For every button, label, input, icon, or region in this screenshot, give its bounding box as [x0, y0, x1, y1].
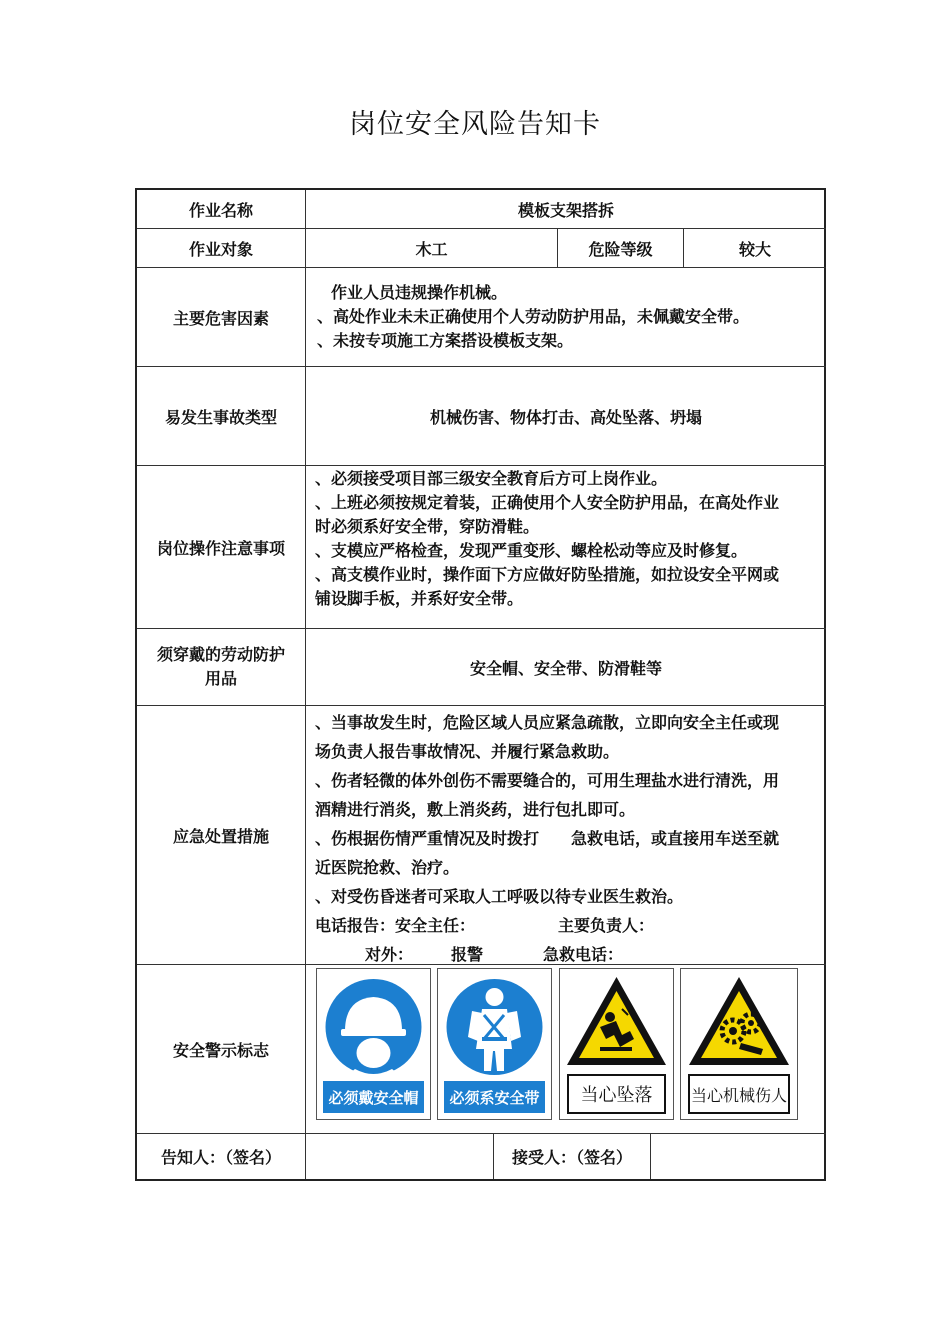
precaution-line: 铺设脚手板，并系好安全带。	[315, 589, 524, 608]
phone-head-label: 主要负责人：	[558, 916, 655, 935]
sign-machine-injury	[680, 968, 798, 1120]
precaution-line: 、高支模作业时，操作面下方应做好防坠措施，如拉设安全平网或	[315, 565, 780, 584]
precaution-line: 、支模应严格检查，发现严重变形、螺栓松动等应及时修复。	[315, 541, 748, 560]
emergency-line: 、对受伤昏迷者可采取人工呼吸以待专业医生救治。	[315, 887, 684, 906]
sign-hard-hat	[316, 968, 431, 1120]
ppe-label-line: 须穿戴的劳动防护	[156, 645, 285, 664]
phone-report-line	[315, 911, 823, 940]
risk-level-value: 较大	[738, 239, 771, 259]
sign-hard-hat-text: 必须戴安全帽	[328, 1089, 419, 1107]
police-label: 报警	[451, 945, 484, 964]
precaution-line: 、必须接受项目部三级安全教育后方可上岗作业。	[315, 469, 668, 488]
page-title: 岗位安全风险告知卡	[349, 109, 601, 140]
accident-types-label: 易发生事故类型	[164, 407, 277, 427]
precautions-text	[315, 467, 823, 611]
phone-report-label: 电话报告：安全主任：	[315, 916, 476, 935]
emergency-line: 近医院抢救、治疗。	[315, 858, 460, 877]
notifier-signature-field[interactable]	[306, 1134, 493, 1179]
sign-safety-harness	[437, 968, 552, 1120]
hazard-line: 、高处作业未未正确使用个人劳动防护用品，未佩戴安全带。	[317, 307, 750, 326]
receiver-signature-field[interactable]	[651, 1134, 826, 1179]
ppe-label	[137, 629, 305, 705]
precaution-line: 、上班必须按规定着装，正确使用个人安全防护用品，在高处作业	[315, 493, 780, 512]
risk-card-table	[135, 188, 826, 1181]
work-name-label: 作业名称	[188, 200, 253, 220]
risk-level-label: 危险等级	[588, 239, 653, 259]
ppe-value: 安全帽、安全带、防滑鞋等	[469, 658, 662, 678]
ppe-label-line: 用品	[204, 669, 237, 688]
work-name-value: 模板支架搭拆	[517, 200, 614, 220]
emergency-line: 、伤根据伤情严重情况及时拨打 急救电话，或直接用车送至就	[315, 829, 780, 848]
precaution-line: 时必须系好安全带，穿防滑鞋。	[315, 517, 540, 536]
sign-falling	[559, 968, 674, 1120]
notifier-signature-label: 告知人：（签名）	[160, 1148, 281, 1167]
work-object-value: 木工	[415, 239, 448, 259]
work-object-label: 作业对象	[188, 239, 253, 259]
receiver-signature-label: 接受人：（签名）	[511, 1148, 632, 1167]
emergency-line: 酒精进行消炎，敷上消炎药，进行包扎即可。	[315, 800, 636, 819]
emergency-line: 场负责人报告事故情况、并履行紧急救助。	[315, 742, 620, 761]
sign-harness-text: 必须系安全带	[449, 1089, 540, 1107]
ambulance-label: 急救电话：	[543, 945, 624, 964]
emergency-label: 应急处置措施	[172, 826, 269, 846]
sign-machine-text: 当心机械伤人	[690, 1086, 788, 1105]
hazards-label: 主要危害因素	[172, 308, 269, 328]
emergency-text	[315, 708, 823, 969]
signs-label: 安全警示标志	[172, 1040, 269, 1060]
accident-types-value: 机械伤害、物体打击、高处坠落、坍塌	[429, 407, 702, 427]
external-label: 对外：	[365, 945, 414, 964]
emergency-line: 、伤者轻微的体外创伤不需要缝合的，可用生理盐水进行清洗，用	[315, 771, 780, 790]
sign-falling-text: 当心坠落	[580, 1085, 653, 1106]
hazard-line: 、未按专项施工方案搭设模板支架。	[317, 331, 574, 350]
precautions-label: 岗位操作注意事项	[156, 538, 285, 558]
hazard-line: 作业人员违规操作机械。	[331, 283, 508, 302]
emergency-line: 、当事故发生时，危险区域人员应紧急疏散，立即向安全主任或现	[315, 713, 780, 732]
external-contacts-line	[315, 940, 823, 969]
hazards-text	[317, 281, 817, 353]
